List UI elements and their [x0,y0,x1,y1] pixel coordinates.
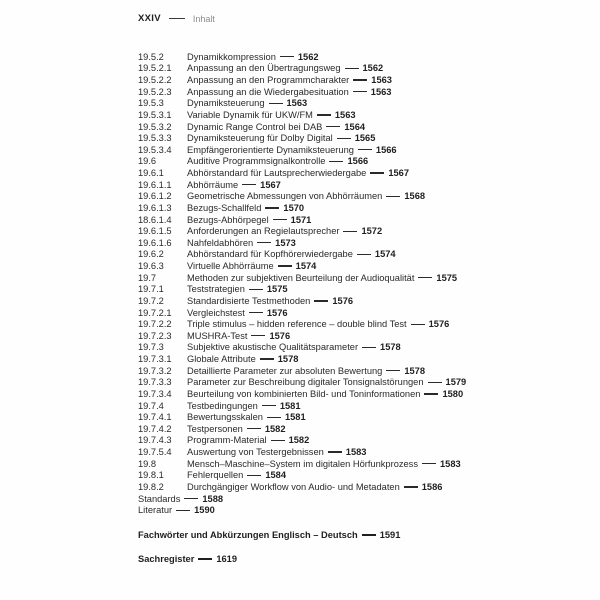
toc-entry [138,249,568,261]
back-matter-title: Fachwörter und Abkürzungen Englisch – Deutsch [138,530,358,540]
toc-entry [138,121,568,133]
toc-entry [138,435,568,447]
toc-entry-page: 1563 [334,109,356,120]
toc-entry-page: 1571 [290,214,312,225]
toc-entry-title: Variable Dynamik für UKW/FM [187,109,313,120]
leader-dash-rule [353,79,367,80]
toc-entry-title: Triple stimulus – hidden reference – double blind Test [187,319,407,330]
toc-entry-title: Empfängerorientierte Dynamiksteuerung [187,144,354,155]
toc-entry-number: 19.7.4.1 [138,412,172,423]
toc-entry [138,295,568,307]
leader-dash-rule [411,324,425,325]
toc-entry [138,411,568,423]
toc-entry-number: 19.5.3 [138,98,164,109]
toc-entry [138,470,568,482]
toc-entry-number: 19.6.2 [138,249,164,260]
leader-dash-rule [278,265,292,266]
back-matter-page: 1619 [216,554,238,564]
back-matter-entry [138,529,568,541]
toc-entry-title: Durchgängiger Workflow von Audio- und Metadaten [187,481,400,492]
leader-dash-rule [329,161,343,162]
toc-entry [138,167,568,179]
toc-entry [138,179,568,191]
toc-entry-page: 1563 [286,98,308,109]
toc-entry-number: 19.5.2 [138,51,164,62]
toc-entry-title: Anpassung an den Programmcharakter [187,75,350,86]
toc-entry [138,423,568,435]
leader-dash-rule [422,463,436,464]
toc-entry-page: 1590 [194,505,215,516]
toc-entry [138,132,568,144]
toc-entry-number: 19.5.3.2 [138,121,172,132]
toc-entry-title: Bezugs-Schallfeld [187,202,262,213]
toc-entry-title: Standardisierte Testmethoden [187,295,311,306]
toc-entry-number: 19.7.2 [138,295,164,306]
toc-entry-number: 19.6.1.3 [138,202,172,213]
leader-dash-rule [314,300,328,301]
toc-entry-page: 1584 [265,470,287,481]
toc-entry-number: 19.6.1.2 [138,191,172,202]
toc-entry-number: 19.7.3.1 [138,354,172,365]
toc-entry-page: 1562 [297,51,319,62]
toc-entry-page: 1586 [421,481,443,492]
toc-entry-title: Vergleichstest [187,307,245,318]
toc-entry-title: Abhörstandard für Lautsprecherwiedergabe [187,168,367,179]
leader-dash-rule [353,91,367,92]
leader-dash-rule [370,172,384,173]
toc-entry-number: 18.6.1.4 [138,214,172,225]
toc-entry-page: 1566 [347,156,369,167]
toc-entry [138,458,568,470]
toc-entry-number: 19.6.1.1 [138,179,172,190]
toc-entry-number: 19.7.3.4 [138,388,172,399]
leader-dash-rule [269,103,283,104]
toc-entry-title: Mensch–Maschine–System im digitalen Hörfunkprozess [187,458,418,469]
toc-entry-page: 1578 [380,342,401,353]
leader-dash-rule [424,393,438,394]
leader-dash-rule [273,219,287,220]
toc-entry-page: 1576 [269,330,291,341]
toc-entry [138,109,568,121]
toc-entry-number: 19.7.5.4 [138,447,172,458]
toc-entry-title: Anforderungen an Regielautsprecher [187,226,340,237]
toc-entry [138,318,568,330]
toc-entry [138,493,568,505]
toc-entry-page: 1573 [275,237,296,248]
toc-entry-number: 19.6.1.6 [138,237,172,248]
leader-dash-rule [257,242,271,243]
toc-entry [138,377,568,389]
toc-entry-number: 19.6.1.5 [138,226,172,237]
toc-entry-number: 19.7.3 [138,342,164,353]
toc-entry-page: 1567 [260,179,281,190]
header-divider-rule [169,18,185,19]
toc-entry-page: 1583 [439,458,461,469]
leader-dash-rule [247,428,261,429]
toc-entry-page: 1582 [264,423,286,434]
toc-entry-title: Auditive Programmsignalkontrolle [187,156,326,167]
leader-dash-rule [271,440,285,441]
toc-entry-page: 1576 [332,295,354,306]
toc-entry-page: 1563 [370,86,392,97]
toc-entry-number: 19.7.4 [138,400,164,411]
toc-entry-page: 1565 [354,133,376,144]
page-number-label: XXIV [138,13,161,24]
toc-entry [138,156,568,168]
toc-entry-title: MUSHRA-Test [187,330,248,341]
toc-entry [138,388,568,400]
leader-dash-rule [265,207,279,208]
toc-entry [138,353,568,365]
toc-entry-title: Auswertung von Testergebnissen [187,447,324,458]
toc-list [138,51,568,516]
toc-entry-page: 1581 [279,400,301,411]
toc-entry-page: 1567 [388,168,410,179]
leader-dash-rule [247,475,261,476]
toc-entry-page: 1563 [371,75,392,86]
toc-entry-title: Subjektive akustische Qualitätsparameter [187,342,359,353]
toc-entry-number: 19.5.3.4 [138,144,172,155]
leader-dash-rule [260,358,274,359]
leader-dash-rule [249,289,263,290]
toc-entry-title: Testpersonen [187,423,243,434]
toc-entry-page: 1575 [266,284,288,295]
toc-entry-title: Nahfeldabhören [187,237,254,248]
leader-dash-rule [345,68,359,69]
leader-dash-rule [262,405,276,406]
back-matter-list [138,529,568,565]
toc-entry-page: 1574 [374,249,396,260]
toc-entry [138,272,568,284]
toc-entry-title: Detaillierte Parameter zur absoluten Bewertung [187,365,383,376]
leader-dash-rule [357,254,371,255]
toc-entry-number: 19.5.2.3 [138,86,172,97]
toc-entry [138,74,568,86]
toc-entry-number: 19.6.1 [138,168,164,179]
toc-entry-page: 1568 [404,191,426,202]
back-matter-page: 1591 [379,530,401,540]
back-matter-entry [138,553,568,565]
toc-entry-page: 1562 [362,63,384,74]
toc-entry [138,330,568,342]
page-header [138,13,215,24]
toc-entry-title: Dynamiksteuerung [187,98,265,109]
toc-entry-page: 1579 [445,377,467,388]
toc-entry-title: Dynamiksteuerung für Dolby Digital [187,133,333,144]
toc-entry [138,144,568,156]
leader-dash-rule [428,382,442,383]
toc-entry-number: 19.6 [138,156,157,167]
leader-dash-rule [242,184,256,185]
toc-entry-title: Parameter zur Beschreibung digitaler Tonsignalstörungen [187,377,424,388]
toc-entry-page: 1581 [284,412,306,423]
toc-entry-number: 19.5.3.1 [138,109,172,120]
toc-entry-page: 1578 [277,354,299,365]
leader-dash-rule [280,56,294,57]
toc-entry [138,237,568,249]
toc-entry [138,446,568,458]
leader-dash-rule [386,196,400,197]
toc-entry-title: Bezugs-Abhörpegel [187,214,269,225]
toc-entry-page: 1578 [404,365,426,376]
toc-entry-title: Beurteilung von kombinierten Bild- und Toninformationen [187,388,421,399]
leader-dash-rule [317,114,331,115]
toc-entry [138,365,568,377]
toc-entry-number: 19.7.4.3 [138,435,172,446]
toc-entry-title: Anpassung an die Wiedergabesituation [187,86,349,97]
toc-entry [138,202,568,214]
toc-entry-number: 19.6.3 [138,261,164,272]
toc-entry-title: Virtuelle Abhörräume [187,261,274,272]
toc-entry-title: Methoden zur subjektiven Beurteilung der Audioqualität [187,272,415,283]
toc-entry-title: Abhörstandard für Kopfhörerwiedergabe [187,249,353,260]
toc-entry [138,284,568,296]
leader-dash-rule [328,451,342,452]
leader-dash-rule [418,277,432,278]
leader-dash-rule [198,558,212,559]
toc-entry-title: Fehlerquellen [187,470,244,481]
toc-entry-number: 19.7.1 [138,284,164,295]
toc-entry-number: 19.8 [138,458,157,469]
toc-entry-number: 19.5.3.3 [138,133,172,144]
toc-entry [138,307,568,319]
toc-entry-title: Standards [138,493,181,504]
toc-entry-title: Anpassung an den Übertragungsweg [187,63,341,74]
toc-entry-page: 1566 [375,144,397,155]
toc-entry [138,98,568,110]
toc-entry-number: 19.5.2.2 [138,75,172,86]
toc-entry [138,191,568,203]
toc-entry-page: 1576 [428,319,450,330]
toc-entry-number: 19.8.1 [138,470,164,481]
leader-dash-rule [326,126,340,127]
toc-entry [138,225,568,237]
toc-entry-number: 19.7.3.2 [138,365,172,376]
toc-entry-number: 19.7.2.3 [138,330,172,341]
toc-entry-page: 1582 [288,435,310,446]
toc-entry-title: Dynamikkompression [187,51,276,62]
leader-dash-rule [343,231,357,232]
leader-dash-rule [358,149,372,150]
toc-entry [138,481,568,493]
toc-entry-title: Testbedingungen [187,400,258,411]
toc-entry [138,86,568,98]
running-head-section: Inhalt [192,13,215,24]
toc-entry-page: 1580 [442,388,464,399]
leader-dash-rule [251,335,265,336]
toc-entry [138,214,568,226]
leader-dash-rule [176,510,190,511]
toc-entry-title: Teststrategien [187,284,245,295]
toc-entry [138,63,568,75]
leader-dash-rule [267,417,281,418]
toc-entry-number: 19.7.2.1 [138,307,172,318]
toc-entry-number: 19.5.2.1 [138,63,172,74]
toc-entry-page: 1576 [266,307,288,318]
toc-entry-page: 1574 [295,261,317,272]
leader-dash-rule [184,498,198,499]
toc-entry [138,51,568,63]
leader-dash-rule [337,138,351,139]
toc-entry-number: 19.8.2 [138,481,164,492]
toc-entry-page: 1588 [202,493,224,504]
toc-entry-page: 1575 [436,272,458,283]
toc-entry-number: 19.7.2.2 [138,319,172,330]
leader-dash-rule [386,370,400,371]
leader-dash-rule [362,347,376,348]
toc-entry-title: Literatur [138,505,173,516]
toc-entry [138,260,568,272]
leader-dash-rule [249,312,263,313]
toc-entry-page: 1564 [344,121,366,132]
toc-entry [138,400,568,412]
leader-dash-rule [404,486,418,487]
toc-entry-page: 1583 [345,447,367,458]
toc-entry-title: Programm-Material [187,435,267,446]
leader-dash-rule [362,534,376,535]
toc-entry [138,342,568,354]
toc-entry [138,504,568,516]
toc-entry-title: Globale Attribute [187,354,256,365]
toc-entry-page: 1570 [283,202,305,213]
toc-entry-title: Dynamic Range Control bei DAB [187,121,323,132]
toc-entry-number: 19.7.4.2 [138,423,172,434]
toc-entry-title: Bewertungsskalen [187,412,263,423]
toc-entry-page: 1572 [361,226,383,237]
back-matter-title: Sachregister [138,554,195,564]
toc-entry-number: 19.7.3.3 [138,377,172,388]
toc-entry-number: 19.7 [138,272,157,283]
toc-entry-title: Geometrische Abmessungen von Abhörräumen [187,191,383,202]
toc-entry-title: Abhörräume [187,179,239,190]
